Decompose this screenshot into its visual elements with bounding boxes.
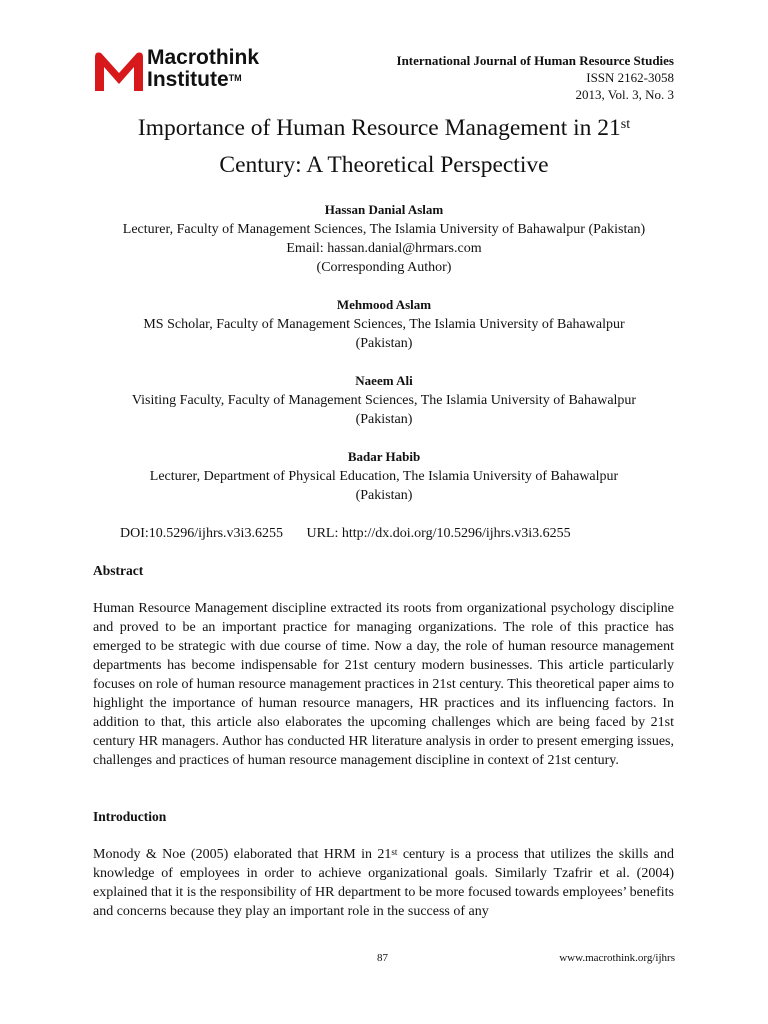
abstract-heading: Abstract	[93, 563, 144, 578]
journal-issue: 2013, Vol. 3, No. 3	[575, 87, 674, 102]
author-block	[92, 371, 676, 429]
abstract-text: Human Resource Management discipline extracted its roots from organizational psychology discipline and proved to be an important practice for managing organizations. The role of this practice has emerged to be strategic with due course of time. Now a day, the role of human resource management departments has become indispensable for 21st century modern businesses. This article particularly focuses on role of human resource management practices in 21st century. This theoretical paper aims to highlight the importance of human resource managers, HR practices and its influencing factors. In addition to that, this article also elaborates the upcoming challenges which are being faced by 21st century HR managers. Author has conducted HR literature analysis in order to present emerging issues, challenges and practices of human resource management discipline in context of 21st century.	[93, 601, 674, 768]
doi-text: DOI:10.5296/ijhrs.v3i3.6255	[120, 526, 283, 541]
footer-website-link[interactable]: www.macrothink.org/ijhrs	[559, 952, 675, 964]
author-email: Email: hassan.danial@hrmars.com	[286, 241, 482, 256]
author-country: (Pakistan)	[355, 412, 413, 427]
author-affiliation: Lecturer, Faculty of Management Sciences, The Islamia University of Bahawalpur (Pakistan)	[122, 222, 646, 237]
introduction-text: Monody & Noe (2005) elaborated that HRM in 21st century is a process that utilizes the skills and knowledge of employees in order to achieve organizational goals. Similarly Tzafrir et al. (2004) explained that it is the responsibility of HR department to be more focused towards employees’ benefits and concerns because they play an important role in the success of any	[93, 847, 675, 919]
author-note: (Corresponding Author)	[316, 260, 452, 275]
author-country: (Pakistan)	[355, 488, 413, 503]
author-list	[92, 200, 676, 523]
journal-info	[397, 52, 674, 103]
journal-name: International Journal of Human Resource Studies	[396, 53, 674, 68]
author-block	[92, 447, 676, 505]
publisher-logo	[93, 47, 313, 95]
author-name: Badar Habib	[347, 449, 421, 464]
author-block	[92, 295, 676, 353]
page-number: 87	[377, 952, 388, 964]
author-name: Naeem Ali	[355, 373, 413, 388]
author-country: (Pakistan)	[355, 336, 413, 351]
author-affiliation: Lecturer, Department of Physical Education, The Islamia University of Bahawalpur	[149, 469, 619, 484]
author-name: Hassan Danial Aslam	[324, 202, 444, 217]
journal-issn: ISSN 2162-3058	[586, 70, 674, 85]
author-affiliation: MS Scholar, Faculty of Management Sciences, The Islamia University of Bahawalpur	[143, 317, 625, 332]
author-name: Mehmood Aslam	[336, 297, 432, 312]
author-affiliation: Visiting Faculty, Faculty of Management Sciences, The Islamia University of Bahawalpur	[131, 393, 637, 408]
author-block	[92, 200, 676, 277]
trademark-mark: TM	[228, 73, 242, 83]
title-line-2: Century: A Theoretical Perspective	[219, 152, 549, 178]
logo-wordmark	[147, 47, 259, 91]
doi-row	[120, 525, 571, 543]
logo-line-1: Macrothink	[147, 46, 260, 69]
macrothink-logo-mark	[93, 47, 145, 95]
title-line-1: Importance of Human Resource Management in 21st	[137, 115, 631, 141]
paper-title	[60, 110, 708, 184]
logo-line-2: Institute™	[147, 68, 242, 91]
introduction-heading: Introduction	[93, 809, 167, 824]
doi-url-link[interactable]: URL: http://dx.doi.org/10.5296/ijhrs.v3i3.6255	[306, 526, 571, 541]
